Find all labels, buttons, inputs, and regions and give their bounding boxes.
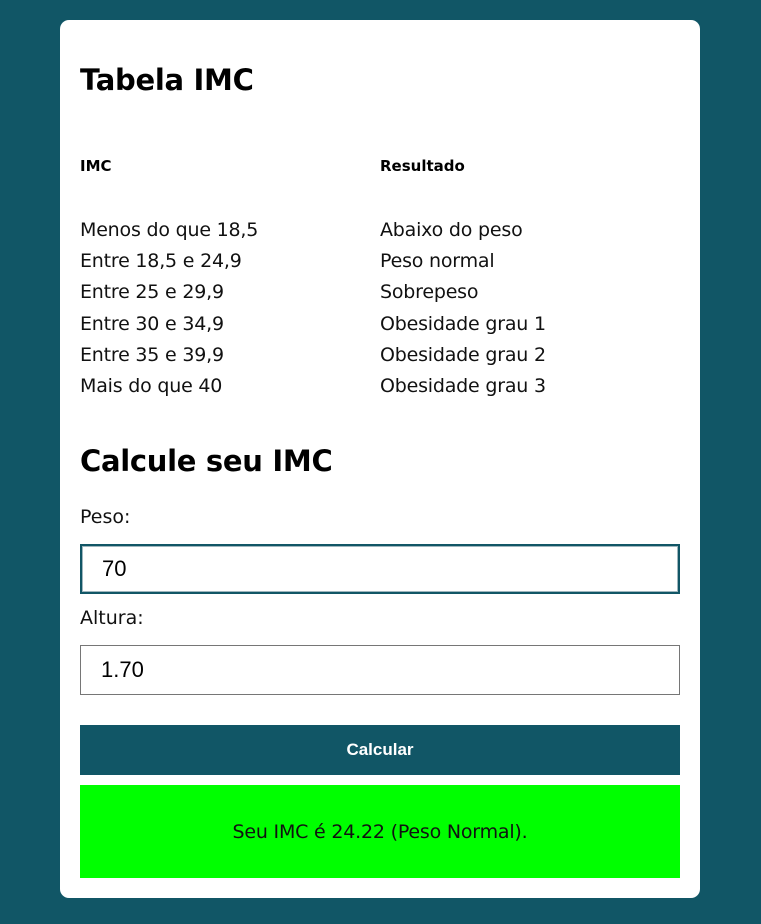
height-label: Altura: <box>80 607 144 629</box>
row-result: Obesidade grau 3 <box>380 374 546 397</box>
result-box <box>80 785 680 878</box>
table-header <box>80 157 680 179</box>
table-row <box>80 309 680 340</box>
row-imc: Entre 25 e 29,9 <box>80 281 224 304</box>
weight-input[interactable] <box>80 544 680 594</box>
table-row <box>80 246 680 277</box>
table-body <box>80 215 680 402</box>
row-result: Sobrepeso <box>380 281 479 304</box>
table-row <box>80 371 680 402</box>
height-input[interactable] <box>80 645 680 695</box>
row-result: Abaixo do peso <box>380 219 523 241</box>
table-row <box>80 340 680 371</box>
header-result: Resultado <box>380 157 465 175</box>
table-row <box>80 277 680 308</box>
calc-title: Calcule seu IMC <box>80 444 333 478</box>
weight-label: Peso: <box>80 506 131 528</box>
row-result: Obesidade grau 2 <box>380 343 546 366</box>
table-row <box>80 215 680 246</box>
row-imc: Entre 30 e 34,9 <box>80 312 224 335</box>
table-title: Tabela IMC <box>80 63 254 97</box>
imc-table <box>80 157 680 402</box>
row-imc: Entre 18,5 e 24,9 <box>80 250 242 273</box>
row-result: Peso normal <box>380 250 495 273</box>
row-result: Obesidade grau 1 <box>380 312 546 335</box>
row-imc: Menos do que 18,5 <box>80 219 259 241</box>
row-imc: Mais do que 40 <box>80 374 223 397</box>
imc-card <box>60 20 700 898</box>
calculate-button[interactable]: Calcular <box>80 725 680 775</box>
row-imc: Entre 35 e 39,9 <box>80 343 224 366</box>
header-imc: IMC <box>80 157 112 175</box>
result-text: Seu IMC é 24.22 (Peso Normal). <box>232 820 528 843</box>
